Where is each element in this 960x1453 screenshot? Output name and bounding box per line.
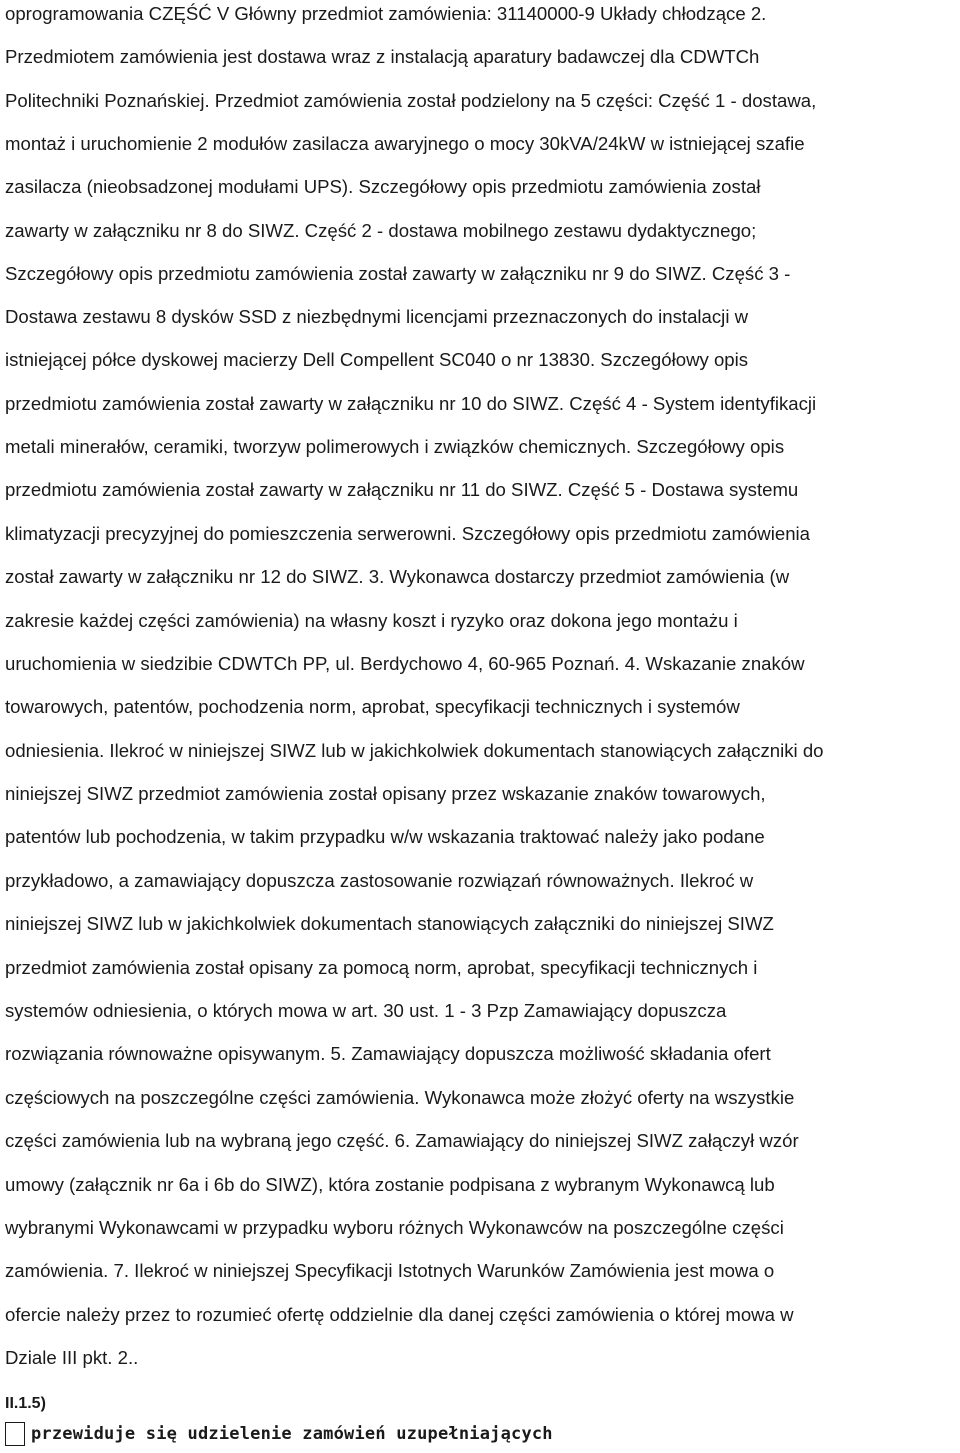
text-line: przedmiotu zamówienia został zawarty w załączniku nr 10 do SIWZ. Część 4 - System identyfikacji (5, 393, 817, 414)
text-line: rozwiązania równoważne opisywanym. 5. Zamawiający dopuszcza możliwość składania ofert (5, 1043, 771, 1064)
text-line: części zamówienia lub na wybraną jego część. 6. Zamawiający do niniejszej SIWZ załączył wzór (5, 1130, 799, 1151)
text-line: częściowych na poszczególne części zamówienia. Wykonawca może złożyć oferty na wszystkie (5, 1087, 795, 1108)
text-line: Dostawa zestawu 8 dysków SSD z niezbędnymi licencjami przeznaczonych do instalacji w (5, 306, 749, 327)
text-line: klimatyzacji precyzyjnej do pomieszczenia serwerowni. Szczegółowy opis przedmiotu zamówienia (5, 523, 811, 544)
text-line: przedmiotu zamówienia został zawarty w załączniku nr 11 do SIWZ. Część 5 - Dostawa systemu (5, 479, 799, 500)
text-line: zakresie każdej części zamówienia) na własny koszt i ryzyko oraz dokona jego montażu i (5, 610, 738, 631)
text-line: Szczegółowy opis przedmiotu zamówienia został zawarty w załączniku nr 9 do SIWZ. Część 3 - (5, 263, 791, 284)
text-line: Dziale III pkt. 2.. (5, 1347, 139, 1368)
section-label: II.1.5) (5, 1395, 46, 1412)
text-line: niniejszej SIWZ lub w jakichkolwiek dokumentach stanowiących załączniki do niniejszej SIWZ (5, 913, 774, 934)
text-line: metali minerałów, ceramiki, tworzyw polimerowych i związków chemicznych. Szczegółowy opis (5, 436, 785, 457)
text-line: przykładowo, a zamawiający dopuszcza zastosowanie rozwiązań równoważnych. Ilekroć w (5, 870, 754, 891)
text-line: przedmiot zamówienia został opisany za pomocą norm, aprobat, specyfikacji technicznych i (5, 957, 758, 978)
text-line: oprogramowania CZĘŚĆ V Główny przedmiot zamówienia: 31140000-9 Układy chłodzące 2. (5, 3, 767, 24)
checkbox[interactable] (5, 1422, 25, 1446)
text-line: uruchomienia w siedzibie CDWTCh PP, ul. Berdychowo 4, 60-965 Poznań. 4. Wskazanie znaków (5, 653, 805, 674)
text-line: zamówienia. 7. Ilekroć w niniejszej Specyfikacji Istotnych Warunków Zamówienia jest mowa o (5, 1260, 775, 1281)
text-line: wybranymi Wykonawcami w przypadku wyboru różnych Wykonawców na poszczególne części (5, 1217, 784, 1238)
text-line: Przedmiotem zamówienia jest dostawa wraz z instalacją aparatury badawczej dla CDWTCh (5, 46, 760, 67)
text-line: towarowych, patentów, pochodzenia norm, aprobat, specyfikacji technicznych i systemów (5, 696, 740, 717)
text-line: zawarty w załączniku nr 8 do SIWZ. Część 2 - dostawa mobilnego zestawu dydaktycznego; (5, 220, 757, 241)
text-line: patentów lub pochodzenia, w takim przypadku w/w wskazania traktować należy jako podane (5, 826, 765, 847)
text-line: odniesienia. Ilekroć w niniejszej SIWZ lub w jakichkolwiek dokumentach stanowiących załączniki do (5, 740, 824, 761)
text-line: systemów odniesienia, o których mowa w art. 30 ust. 1 - 3 Pzp Zamawiający dopuszcza (5, 1000, 727, 1021)
text-line: umowy (załącznik nr 6a i 6b do SIWZ), która zostanie podpisana z wybranym Wykonawcą lub (5, 1174, 775, 1195)
text-line: istniejącej półce dyskowej macierzy Dell Compellent SC040 o nr 13830. Szczegółowy opis (5, 349, 749, 370)
checkbox-label: przewiduje się udzielenie zamówień uzupełniających (31, 1424, 553, 1444)
text-line: ofercie należy przez to rozumieć ofertę oddzielnie dla danej części zamówienia o której mowa w (5, 1304, 794, 1325)
text-line: został zawarty w załączniku nr 12 do SIWZ. 3. Wykonawca dostarczy przedmiot zamówienia (w (5, 566, 790, 587)
text-line: montaż i uruchomienie 2 modułów zasilacza awaryjnego o mocy 30kVA/24kW w istniejącej szafie (5, 133, 805, 154)
text-line: zasilacza (nieobsadzonej modułami UPS). Szczegółowy opis przedmiotu zamówienia został (5, 176, 761, 197)
checkbox-row[interactable] (5, 1421, 553, 1447)
text-line: niniejszej SIWZ przedmiot zamówienia został opisany przez wskazanie znaków towarowych, (5, 783, 766, 804)
text-line: Politechniki Poznańskiej. Przedmiot zamówienia został podzielony na 5 części: Część 1 - dostawa, (5, 90, 817, 111)
